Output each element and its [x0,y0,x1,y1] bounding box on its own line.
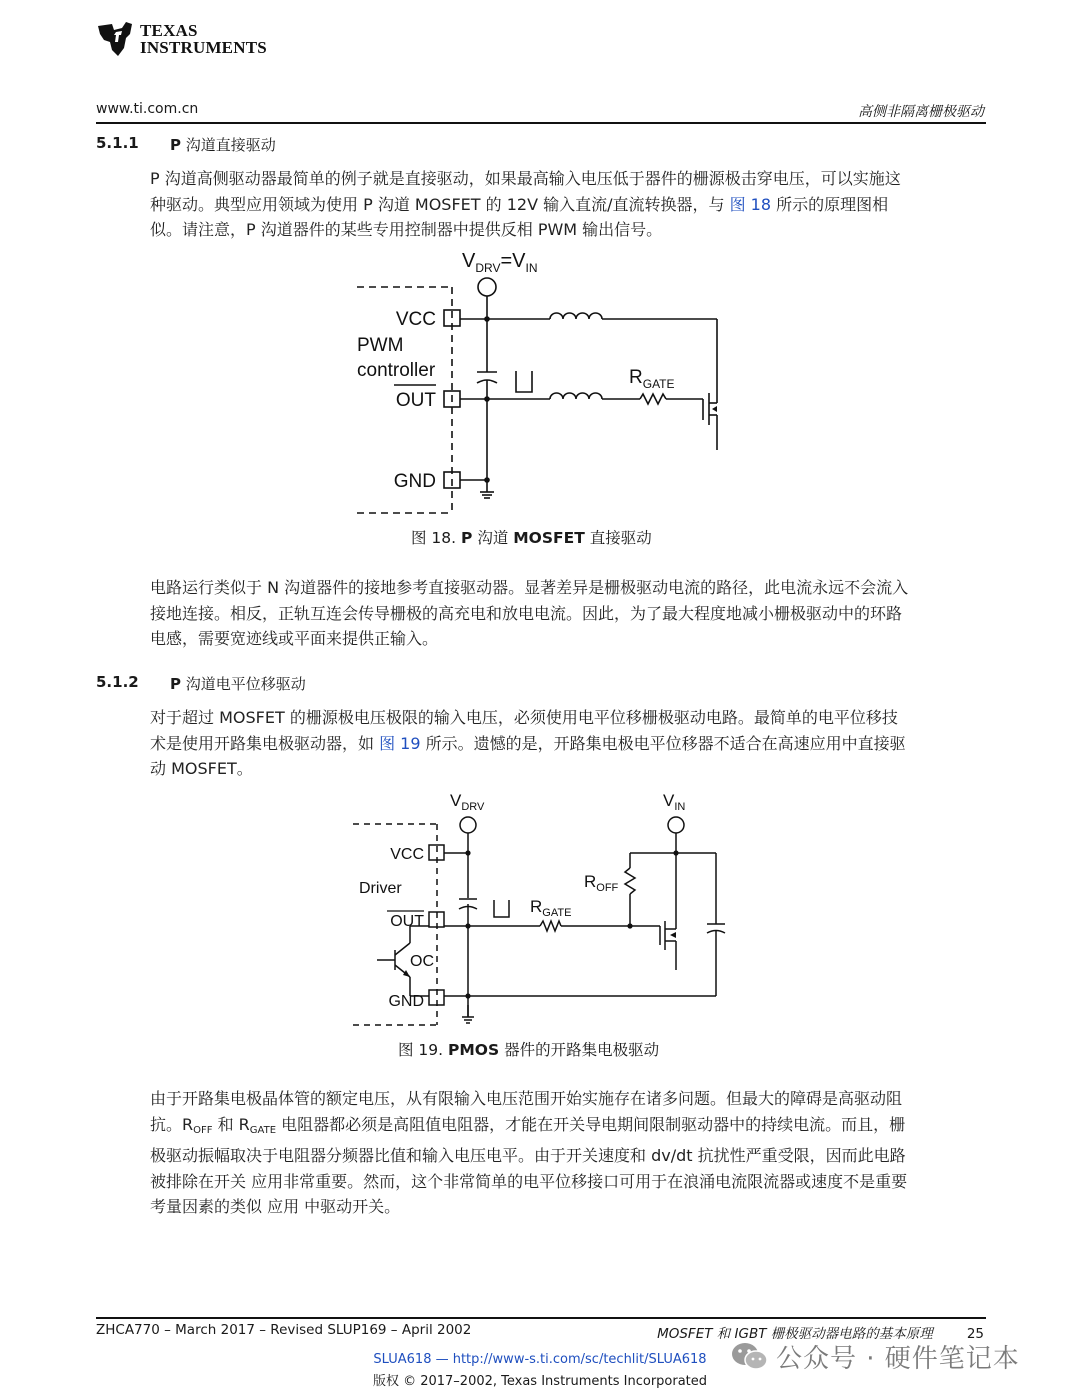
footer-doc-id: ZHCA770 – March 2017 – Revised SLUP169 – April 2002 [96,1322,472,1338]
fig18-rgate-label: R [629,367,643,388]
section-2-paragraph-1: 对于超过 MOSFET 的栅源极电压极限的输入电压，必须使用电平位移栅极驱动电路。最简单的电平位移技 术是使用开路集电极驱动器，如 图 19 所示。遗憾的是，开路集电极电平位移器不适合在高速应用中直接驱 动 MOSFET。 [150,708,906,778]
wechat-icon [730,1340,770,1374]
figure-19-caption: 图 19. PMOS 器件的开路集电极驱动 [398,1041,660,1059]
fig19-pin-gnd: GND [388,993,424,1010]
fig19-roff-label: R [584,872,597,891]
fig18-controller-line1: PWM [357,335,404,356]
footer-title: MOSFET 和 IGBT 栅极驱动器电路的基本原理 25 [657,1326,984,1342]
fig19-rgate-label: R [530,897,543,916]
svg-text:VDRV=VIN: $V_{DRV}=V_{IN}$ [462,250,538,275]
logo-line2: INSTRUMENTS [140,38,267,57]
ti-logo-icon [96,20,136,58]
fig19-driver-label: Driver [359,880,402,897]
fig19-vin-label: V [663,791,675,810]
fig18-pin-vcc: VCC [395,309,436,330]
figure-18-link[interactable]: 图 18 [729,194,772,214]
svg-text:VIN: $V_{IN}$ [663,791,686,813]
footer-rule [96,1317,986,1319]
section-1-number: 5.1.1 [96,134,139,152]
fig18-supply-label: V [462,250,476,272]
figure-19-schematic [340,785,740,1035]
section-2-title: P 沟道电平位移驱动 [170,675,306,693]
fig18-pin-gnd: GND [393,471,436,492]
figure-18-schematic [340,248,740,523]
watermark-text: 公众号 · 硬件笔记本 [776,1344,1020,1374]
logo-line1: TEXAS [140,21,198,40]
section-1-title: P 沟道直接驱动 [170,136,276,154]
section-2-number: 5.1.2 [96,673,139,691]
ti-logo [96,20,267,58]
svg-text:RGATE: $R_{GATE}$ [530,897,572,919]
watermark [730,1338,1020,1375]
svg-text:ROFF: $R_{OFF}$ [584,872,619,894]
svg-text:VDRV: $V_{DRV}$ [450,791,485,813]
page-number: 25 [966,1326,984,1342]
header-title: 高侧非隔离栅极驱动 [858,104,984,120]
fig19-pin-oc: OC [410,953,434,970]
header-rule [96,122,986,124]
section-1-paragraph-1: P 沟道高侧驱动器最简单的例子就是直接驱动，如果最高输入电压低于器件的栅源极击穿电压，可以实施这 种驱动。典型应用领域为使用 P 沟道 MOSFET 的 12V 输入直流/直流转换器，与 图 18 所示的原理图相 似。请注意，P 沟道器件的某些专用控制器中提供反相 PWM 输出信号。 [150,169,901,239]
section-1-paragraph-2: 电路运行类似于 N 沟道器件的接地参考直接驱动器。显著差异是栅极驱动电流的路径，此电流永远不会流入 接地连接。相反，正轨互连会传导栅极的高充电和放电电流。因此，为了最大程度地减小栅极驱动中的环路 电感，需要宽迹线或平面来提供正输入。 [150,578,909,648]
fig19-pin-out: OUT [390,913,424,930]
header-url[interactable]: www.ti.com.cn [96,101,199,117]
svg-text:RGATE: $R_{GATE}$ [629,367,675,391]
fig19-pin-vcc: VCC [390,846,424,863]
footer-link[interactable]: SLUA618 — http://www-s.ti.com/sc/techlit/SLUA618 [373,1352,707,1367]
footer-copyright: 版权 © 2017–2002, Texas Instruments Incorporated [372,1374,708,1389]
section-2-paragraph-2: 由于开路集电极晶体管的额定电压，从有限输入电压范围开始实施存在诸多问题。但最大的障碍是高驱动阻 抗。$R_{OFF}$ 和 $R_{GATE}$ 电阻器都必须是高阻值电阻器，才能在开关导电期间限制驱动器中的持续电流。而且，栅 极驱动振幅取决于电阻器分频器比值和输入电压电平。由于开关速度和 dv/dt 抗扰性严重受限，因而此电路 被排除在开关 应用非常重要。然而，这个非常简单的电平位移接口可用于在浪涌电流限流器或速度不是重要 考量因素的类似 应用 中驱动开关。 [150,1089,908,1216]
fig19-vdrv-label: V [450,791,462,810]
figure-18-caption: 图 18. P 沟道 MOSFET 直接驱动 [411,529,652,547]
figure-19-link[interactable]: 图 19 [379,733,421,753]
fig18-pin-out: OUT [395,390,436,411]
fig18-controller-line2: controller [357,360,436,381]
